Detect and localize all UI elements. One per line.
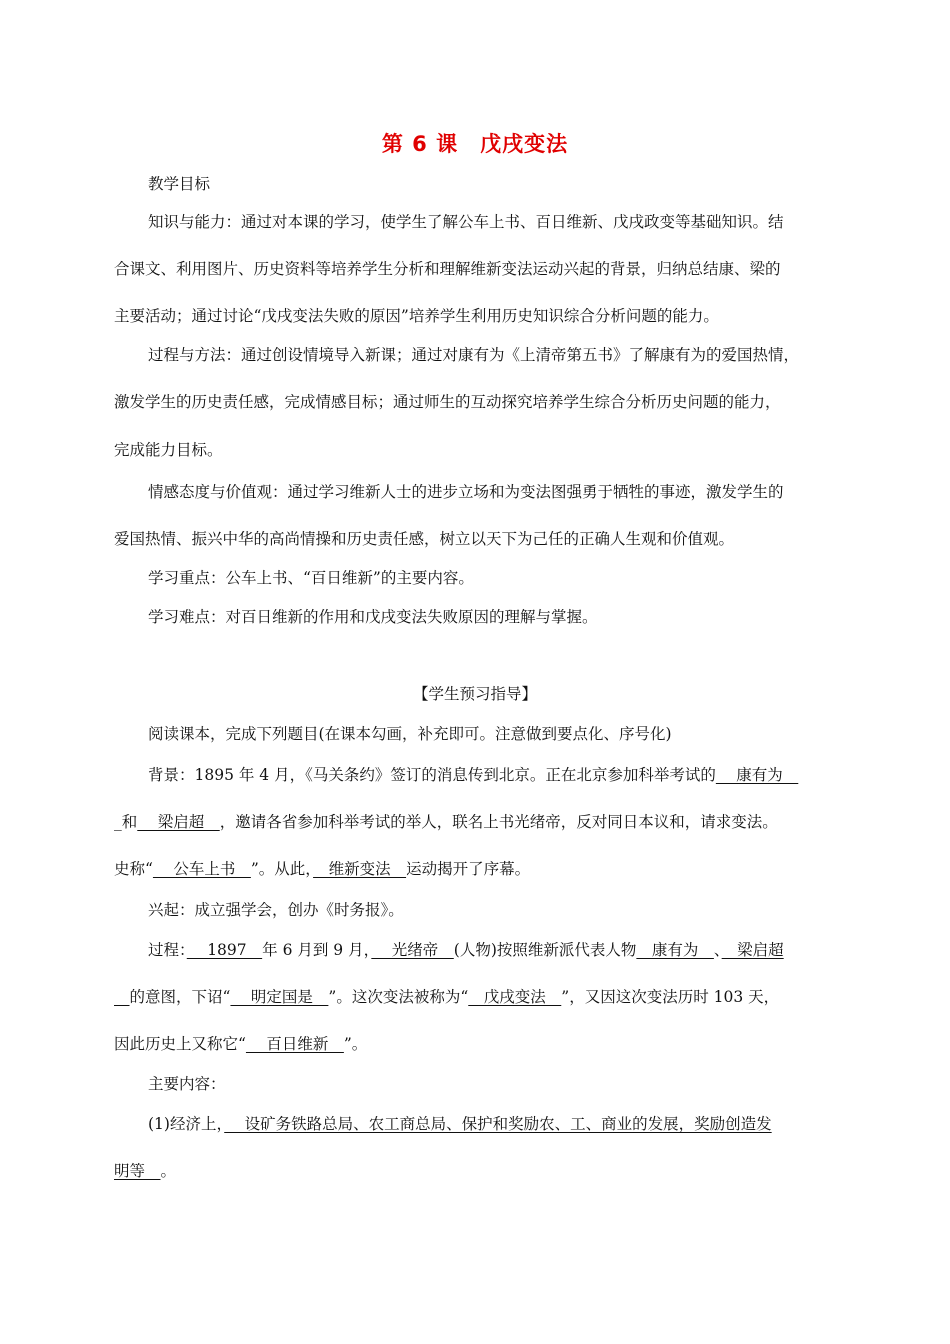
text-fragment: 的意图，下诏“ xyxy=(129,988,231,1006)
knowledge-line-1: 知识与能力：通过对本课的学习，使学生了解公车上书、百日维新、戊戌政变等基础知识。结 xyxy=(148,213,784,231)
answer-kang-youwei-2: 康有为 xyxy=(636,941,714,959)
instructions: 阅读课本，完成下列题目(在课本勾画，补充即可。注意做到要点化、序号化) xyxy=(148,725,672,743)
emotion-line-1: 情感态度与价值观：通过学习维新人士的进步立场和为变法图强勇于牺牲的事迹，激发学生的 xyxy=(148,483,784,501)
text-fragment: 运动揭开了序幕。 xyxy=(406,860,531,878)
background-line-3 xyxy=(114,859,530,879)
course-line-1 xyxy=(148,940,784,960)
text-fragment: ”。从此， xyxy=(250,860,314,878)
course-line-2 xyxy=(114,987,779,1007)
process-line-1: 过程与方法：通过创设情境导入新课；通过对康有为《上清帝第五书》了解康有为的爱国热情， xyxy=(148,346,800,364)
blank-stub xyxy=(114,988,130,1006)
text-fragment: 、 xyxy=(713,941,722,959)
text-fragment: ”。 xyxy=(343,1035,368,1053)
text-fragment: (人物)按照维新派代表人物 xyxy=(453,941,637,959)
background-text: 背景：1895 年 4 月，《马关条约》签订的消息传到北京。正在北京参加科举考试的 xyxy=(148,766,716,784)
main-content-heading: 主要内容： xyxy=(148,1075,226,1093)
economy-line-1 xyxy=(148,1114,772,1134)
answer-year-1897: 1897 xyxy=(186,941,263,959)
rise-line: 兴起：成立强学会，创办《时务报》。 xyxy=(148,901,404,919)
preview-heading: 【学生预习指导】 xyxy=(412,685,537,703)
text-fragment: 年 6 月到 9 月， xyxy=(262,941,372,959)
answer-liang-qichao-2: 梁启超 xyxy=(721,941,784,959)
text-fragment: 因此历史上又称它“ xyxy=(114,1035,246,1053)
text-fragment: 史称“ xyxy=(114,860,153,878)
process-line-2: 激发学生的历史责任感，完成情感目标；通过师生的互动探究培养学生综合分析历史问题的能力， xyxy=(114,393,781,411)
course-line-3 xyxy=(114,1034,367,1054)
text-fragment: 过程： xyxy=(148,941,187,959)
answer-economy-cont: 明等 xyxy=(114,1162,161,1180)
answer-bairi-weixin: 百日维新 xyxy=(245,1035,344,1053)
text-fragment: ”。这次变法被称为“ xyxy=(328,988,469,1006)
process-line-3: 完成能力目标。 xyxy=(114,441,223,459)
text-fragment: ”，又因这次变法历时 103 天， xyxy=(561,988,780,1006)
blank-stub: _ xyxy=(114,813,122,831)
background-line-2 xyxy=(114,812,778,832)
answer-weixin-bianfa: 维新变法 xyxy=(313,860,407,878)
emotion-line-2: 爱国热情、振兴中华的高尚情操和历史责任感，树立以天下为己任的正确人生观和价值观。 xyxy=(114,530,735,548)
text-fragment: 。 xyxy=(160,1162,177,1180)
objectives-heading: 教学目标 xyxy=(148,175,211,193)
key-point: 学习重点：公车上书、“百日维新”的主要内容。 xyxy=(148,569,474,587)
answer-liang-qichao: 梁启超 xyxy=(137,813,220,831)
knowledge-line-3: 主要活动；通过讨论“戊戌变法失败的原因”培养学生利用历史知识综合分析问题的能力。 xyxy=(114,307,719,325)
economy-line-2 xyxy=(114,1161,176,1181)
answer-wuxu-bianfa: 戊戌变法 xyxy=(468,988,562,1006)
background-line-1 xyxy=(148,765,798,785)
answer-gongche-shangshu: 公车上书 xyxy=(152,860,251,878)
knowledge-line-2: 合课文、利用图片、历史资料等培养学生分析和理解维新变法运动兴起的背景，归纳总结康、梁的 xyxy=(114,260,781,278)
page-title: 第 6 课 戊戌变法 xyxy=(381,132,569,156)
text-fragment: (1)经济上， xyxy=(148,1115,225,1133)
answer-economy: 设矿务铁路总局、农工商总局、保护和奖励农、工、商业的发展，奖励创造发 xyxy=(224,1115,772,1133)
background-text-2: ，邀请各省参加科举考试的举人，联名上书光绪帝，反对同日本议和，请求变法。 xyxy=(219,813,778,831)
conjunction: 和 xyxy=(121,813,138,831)
answer-kang-youwei: 康有为 xyxy=(715,766,799,784)
answer-mingding-guoshi: 明定国是 xyxy=(230,988,329,1006)
difficult-point: 学习难点：对百日维新的作用和戊戌变法失败原因的理解与掌握。 xyxy=(148,608,598,626)
answer-guangxu: 光绪帝 xyxy=(371,941,454,959)
